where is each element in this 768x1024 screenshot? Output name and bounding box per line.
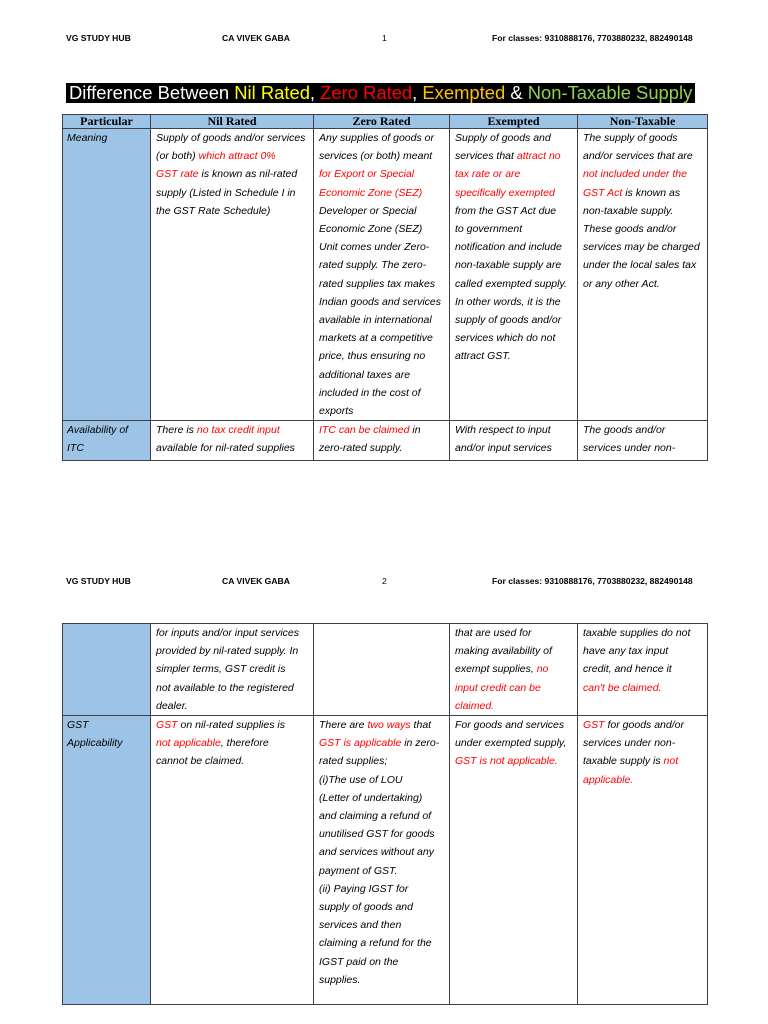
cell-text: Supply of goods and/or services (or both) <box>156 132 306 163</box>
cell-text: Supply of goods and services that <box>455 132 551 163</box>
cell-content <box>455 421 574 457</box>
cell-content <box>319 716 446 989</box>
comparison-table <box>62 114 708 461</box>
cell-nil-rated <box>151 129 314 421</box>
cell-content <box>156 624 310 715</box>
cell-exempted <box>450 716 578 1005</box>
cell-text: available for nil-rated supplies <box>156 442 295 455</box>
highlighted-text: GST <box>583 719 605 732</box>
title-segment: Non-Taxable Supply <box>527 82 693 103</box>
header-brand: VG STUDY HUB <box>66 576 131 586</box>
cell-content <box>319 421 446 457</box>
title-segment: , <box>412 82 423 103</box>
highlighted-text: can't be claimed. <box>583 681 662 694</box>
cell-text: in zero- rated supplies; (i)The use of LOU (Letter of undertaking) and claiming a refund of unutilised GST for goods and services without any payment of GST. (ii) Paying IGST for supply of goods and services and then claiming a refund for the IGST paid on the supplies. <box>319 737 440 986</box>
cell-non-taxable <box>578 716 708 1005</box>
table-row-availability-of-itc <box>63 421 708 461</box>
highlighted-text: not applicable. <box>583 755 679 786</box>
cell-particular <box>63 624 151 716</box>
comparison-table-continued <box>62 623 708 1005</box>
title-segment: & <box>505 82 528 103</box>
cell-text: from the GST Act due to government notification and include non-taxable supply are called exempted supply. In other words, it is the supply of goods and/or services which do not attract GST. <box>455 204 567 363</box>
cell-text: on nil-rated supplies is <box>180 719 285 732</box>
column-header-nil-rated: Nil Rated <box>151 115 314 129</box>
cell-exempted <box>450 129 578 421</box>
cell-text: , therefore cannot be claimed. <box>156 737 269 768</box>
highlighted-text: not included under the GST Act <box>583 168 687 199</box>
cell-text: Any supplies of goods or services (or both) meant <box>319 132 434 163</box>
cell-exempted <box>450 421 578 461</box>
highlighted-text: no input credit can be claimed. <box>455 663 549 712</box>
cell-nil-rated <box>151 421 314 461</box>
cell-text: is known as non-taxable supply. These goods and/or services may be charged under the local sales tax or any other Act. <box>583 186 700 290</box>
page-header <box>0 33 768 44</box>
cell-content <box>583 129 704 293</box>
cell-zero-rated <box>314 716 450 1005</box>
cell-content <box>156 421 310 457</box>
cell-content <box>156 716 310 771</box>
cell-content <box>583 624 704 697</box>
cell-text: taxable supplies do not have any tax input credit, and hence it <box>583 627 691 676</box>
highlighted-text: two ways <box>367 719 411 732</box>
cell-text: that <box>413 719 432 732</box>
title-segment: Difference Between <box>69 82 235 103</box>
title-segment: Zero Rated <box>320 82 413 103</box>
cell-text: With respect to input and/or input services <box>455 424 552 455</box>
page-header <box>0 576 768 587</box>
cell-text: is known as nil-rated supply (Listed in Schedule I in the GST Rate Schedule) <box>156 168 298 217</box>
cell-text: that are used for making availability of exempt supplies, <box>455 627 552 676</box>
cell-text: for inputs and/or input services provided by nil-rated supply. In simpler terms, GST credit is not available to the registered dealer. <box>156 627 299 712</box>
cell-non-taxable <box>578 129 708 421</box>
cell-text: There are <box>319 719 368 732</box>
cell-particular <box>63 129 151 421</box>
row-label: GST Applicability <box>67 719 123 750</box>
cell-text: Developer or Special Economic Zone (SEZ) Unit comes under Zero- rated supply. The zero- rated supplies tax makes Indian goods and services available in international markets at a competitive price, thus ensuring no additional taxes are included in the cost of exports <box>319 204 441 418</box>
header-brand: VG STUDY HUB <box>66 33 131 43</box>
cell-non-taxable <box>578 421 708 461</box>
highlighted-text: which attract 0% GST rate <box>156 150 276 181</box>
highlighted-text: GST is not applicable. <box>455 755 558 768</box>
highlighted-text: GST <box>156 719 178 732</box>
row-label: Availability of ITC <box>67 424 129 455</box>
row-label: Meaning <box>67 132 108 144</box>
cell-content <box>583 716 704 789</box>
cell-content <box>455 624 574 715</box>
cell-zero-rated <box>314 421 450 461</box>
cell-text: The goods and/or services under non- <box>583 424 676 455</box>
cell-nil-rated <box>151 716 314 1005</box>
cell-text: There is <box>156 424 197 437</box>
document-title <box>66 83 695 103</box>
title-segment: Nil Rated <box>234 82 310 103</box>
cell-non-taxable <box>578 624 708 716</box>
title-segment: Exempted <box>422 82 506 103</box>
cell-nil-rated <box>151 624 314 716</box>
table-row-meaning <box>63 129 708 421</box>
highlighted-text: for Export or Special Economic Zone (SEZ) <box>319 168 423 199</box>
highlighted-text: no tax credit input <box>196 424 280 437</box>
header-author: CA VIVEK GABA <box>222 576 290 586</box>
title-segment: , <box>309 82 321 103</box>
column-header-non-taxable: Non-Taxable <box>578 115 708 129</box>
header-contact: For classes: 9310888176, 7703880232, 882490148 <box>492 576 693 586</box>
column-header-exempted: Exempted <box>450 115 578 129</box>
cell-exempted <box>450 624 578 716</box>
cell-text: in zero-rated supply. <box>319 424 421 455</box>
cell-content <box>455 716 574 771</box>
page-2 <box>0 540 768 1024</box>
cell-content <box>156 129 310 220</box>
cell-content <box>583 421 704 457</box>
cell-text: The supply of goods and/or services that are <box>583 132 693 163</box>
column-header-particular: Particular <box>63 115 151 129</box>
highlighted-text: GST is applicable <box>319 737 402 750</box>
page-number: 1 <box>382 33 387 43</box>
column-header-zero-rated: Zero Rated <box>314 115 450 129</box>
cell-particular <box>63 421 151 461</box>
page-number: 2 <box>382 576 387 586</box>
header-author: CA VIVEK GABA <box>222 33 290 43</box>
table-row-gst-applicability <box>63 716 708 1005</box>
cell-zero-rated <box>314 129 450 421</box>
table-header-row <box>63 115 708 129</box>
cell-content <box>319 129 446 420</box>
cell-content <box>455 129 574 366</box>
cell-text: For goods and services under exempted supply, <box>455 719 567 750</box>
highlighted-text: attract no tax rate or are specifically exempted <box>455 150 561 199</box>
cell-zero-rated <box>314 624 450 716</box>
header-contact: For classes: 9310888176, 7703880232, 882490148 <box>492 33 693 43</box>
table-row-availability-of-itc-continued <box>63 624 708 716</box>
cell-particular <box>63 716 151 1005</box>
highlighted-text: ITC can be claimed <box>319 424 410 437</box>
highlighted-text: not applicable <box>156 737 221 750</box>
cell-text: for goods and/or services under non- taxable supply is <box>583 719 684 768</box>
